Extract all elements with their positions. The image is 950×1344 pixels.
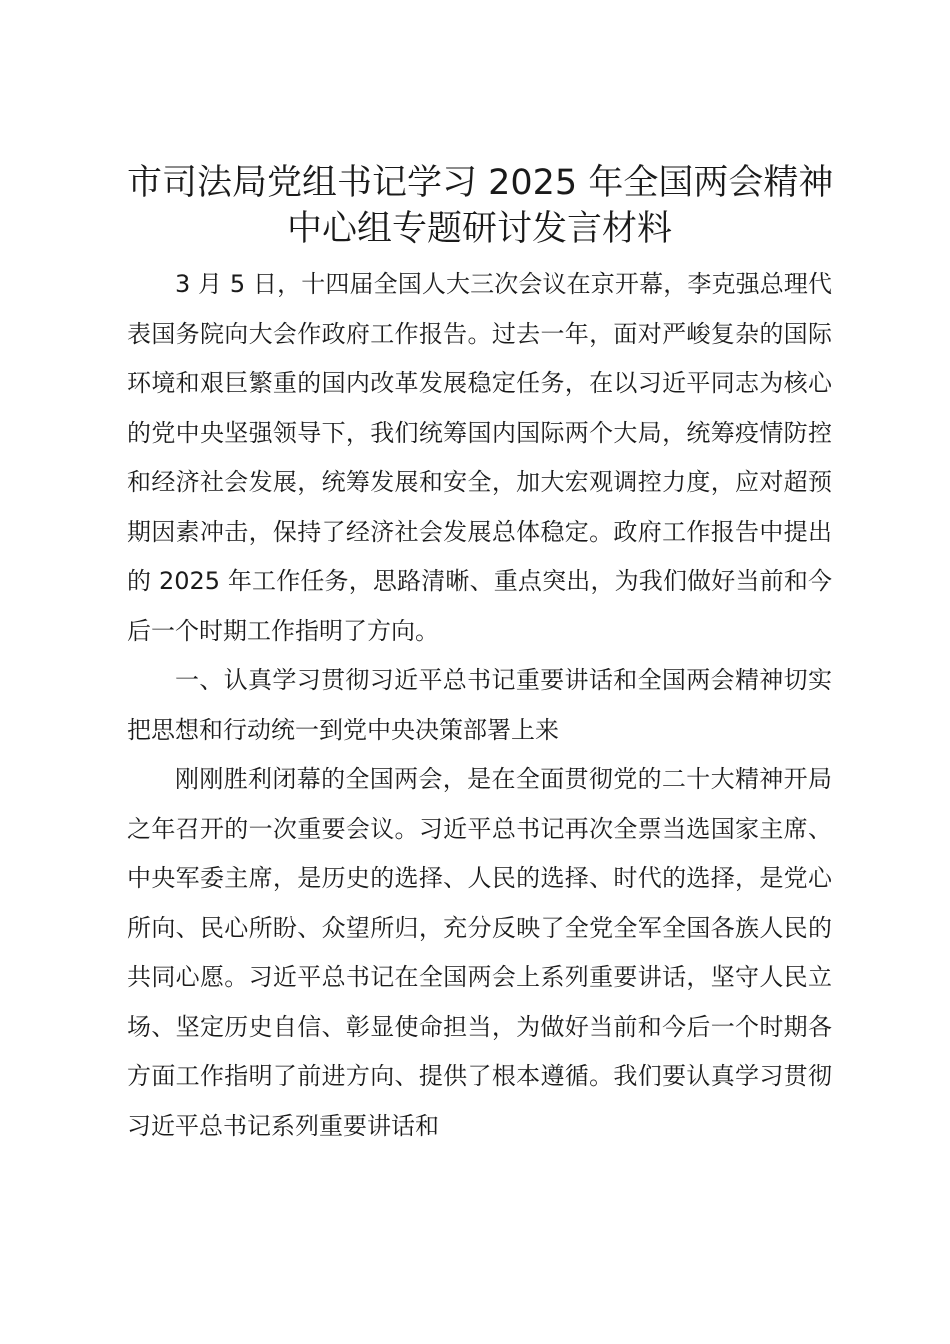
paragraph-section-1: 刚刚胜利闭幕的全国两会，是在全面贯彻党的二十大精神开局之年召开的一次重要会议。习近平总书记再次全票当选国家主席、中央军委主席，是历史的选择、人民的选择、时代的选择，是党心所向、民心所盼、众望所归，充分反映了全党全军全国各族人民的共同心愿。习近平总书记在全国两会上系列重要讲话，坚守人民立场、坚定历史自信、彰显使命担当，为做好当前和今后一个时期各方面工作指明了前进方向、提供了根本遵循。我们要认真学习贯彻习近平总书记系列重要讲话和: [127, 765, 832, 1140]
document-body: [127, 260, 832, 1151]
title-line-1: 市司法局党组书记学习 2025 年全国两会精神: [127, 163, 834, 203]
title-line-2: 中心组专题研讨发言材料: [286, 209, 672, 249]
section-heading-1: 一、认真学习贯彻习近平总书记重要讲话和全国两会精神切实把思想和行动统一到党中央决策部署上来: [127, 666, 832, 744]
paragraph-intro: 3 月 5 日，十四届全国人大三次会议在京开幕，李克强总理代表国务院向大会作政府工作报告。过去一年，面对严峻复杂的国际环境和艰巨繁重的国内改革发展稳定任务，在以习近平同志为核心的党中央坚强领导下，我们统筹国内国际两个大局，统筹疫情防控和经济社会发展，统筹发展和安全，加大宏观调控力度，应对超预期因素冲击，保持了经济社会发展总体稳定。政府工作报告中提出的 2025 年工作任务，思路清晰、重点突出，为我们做好当前和今后一个时期工作指明了方向。: [127, 270, 832, 645]
document-content: [127, 160, 832, 1151]
document-title: [127, 160, 832, 252]
